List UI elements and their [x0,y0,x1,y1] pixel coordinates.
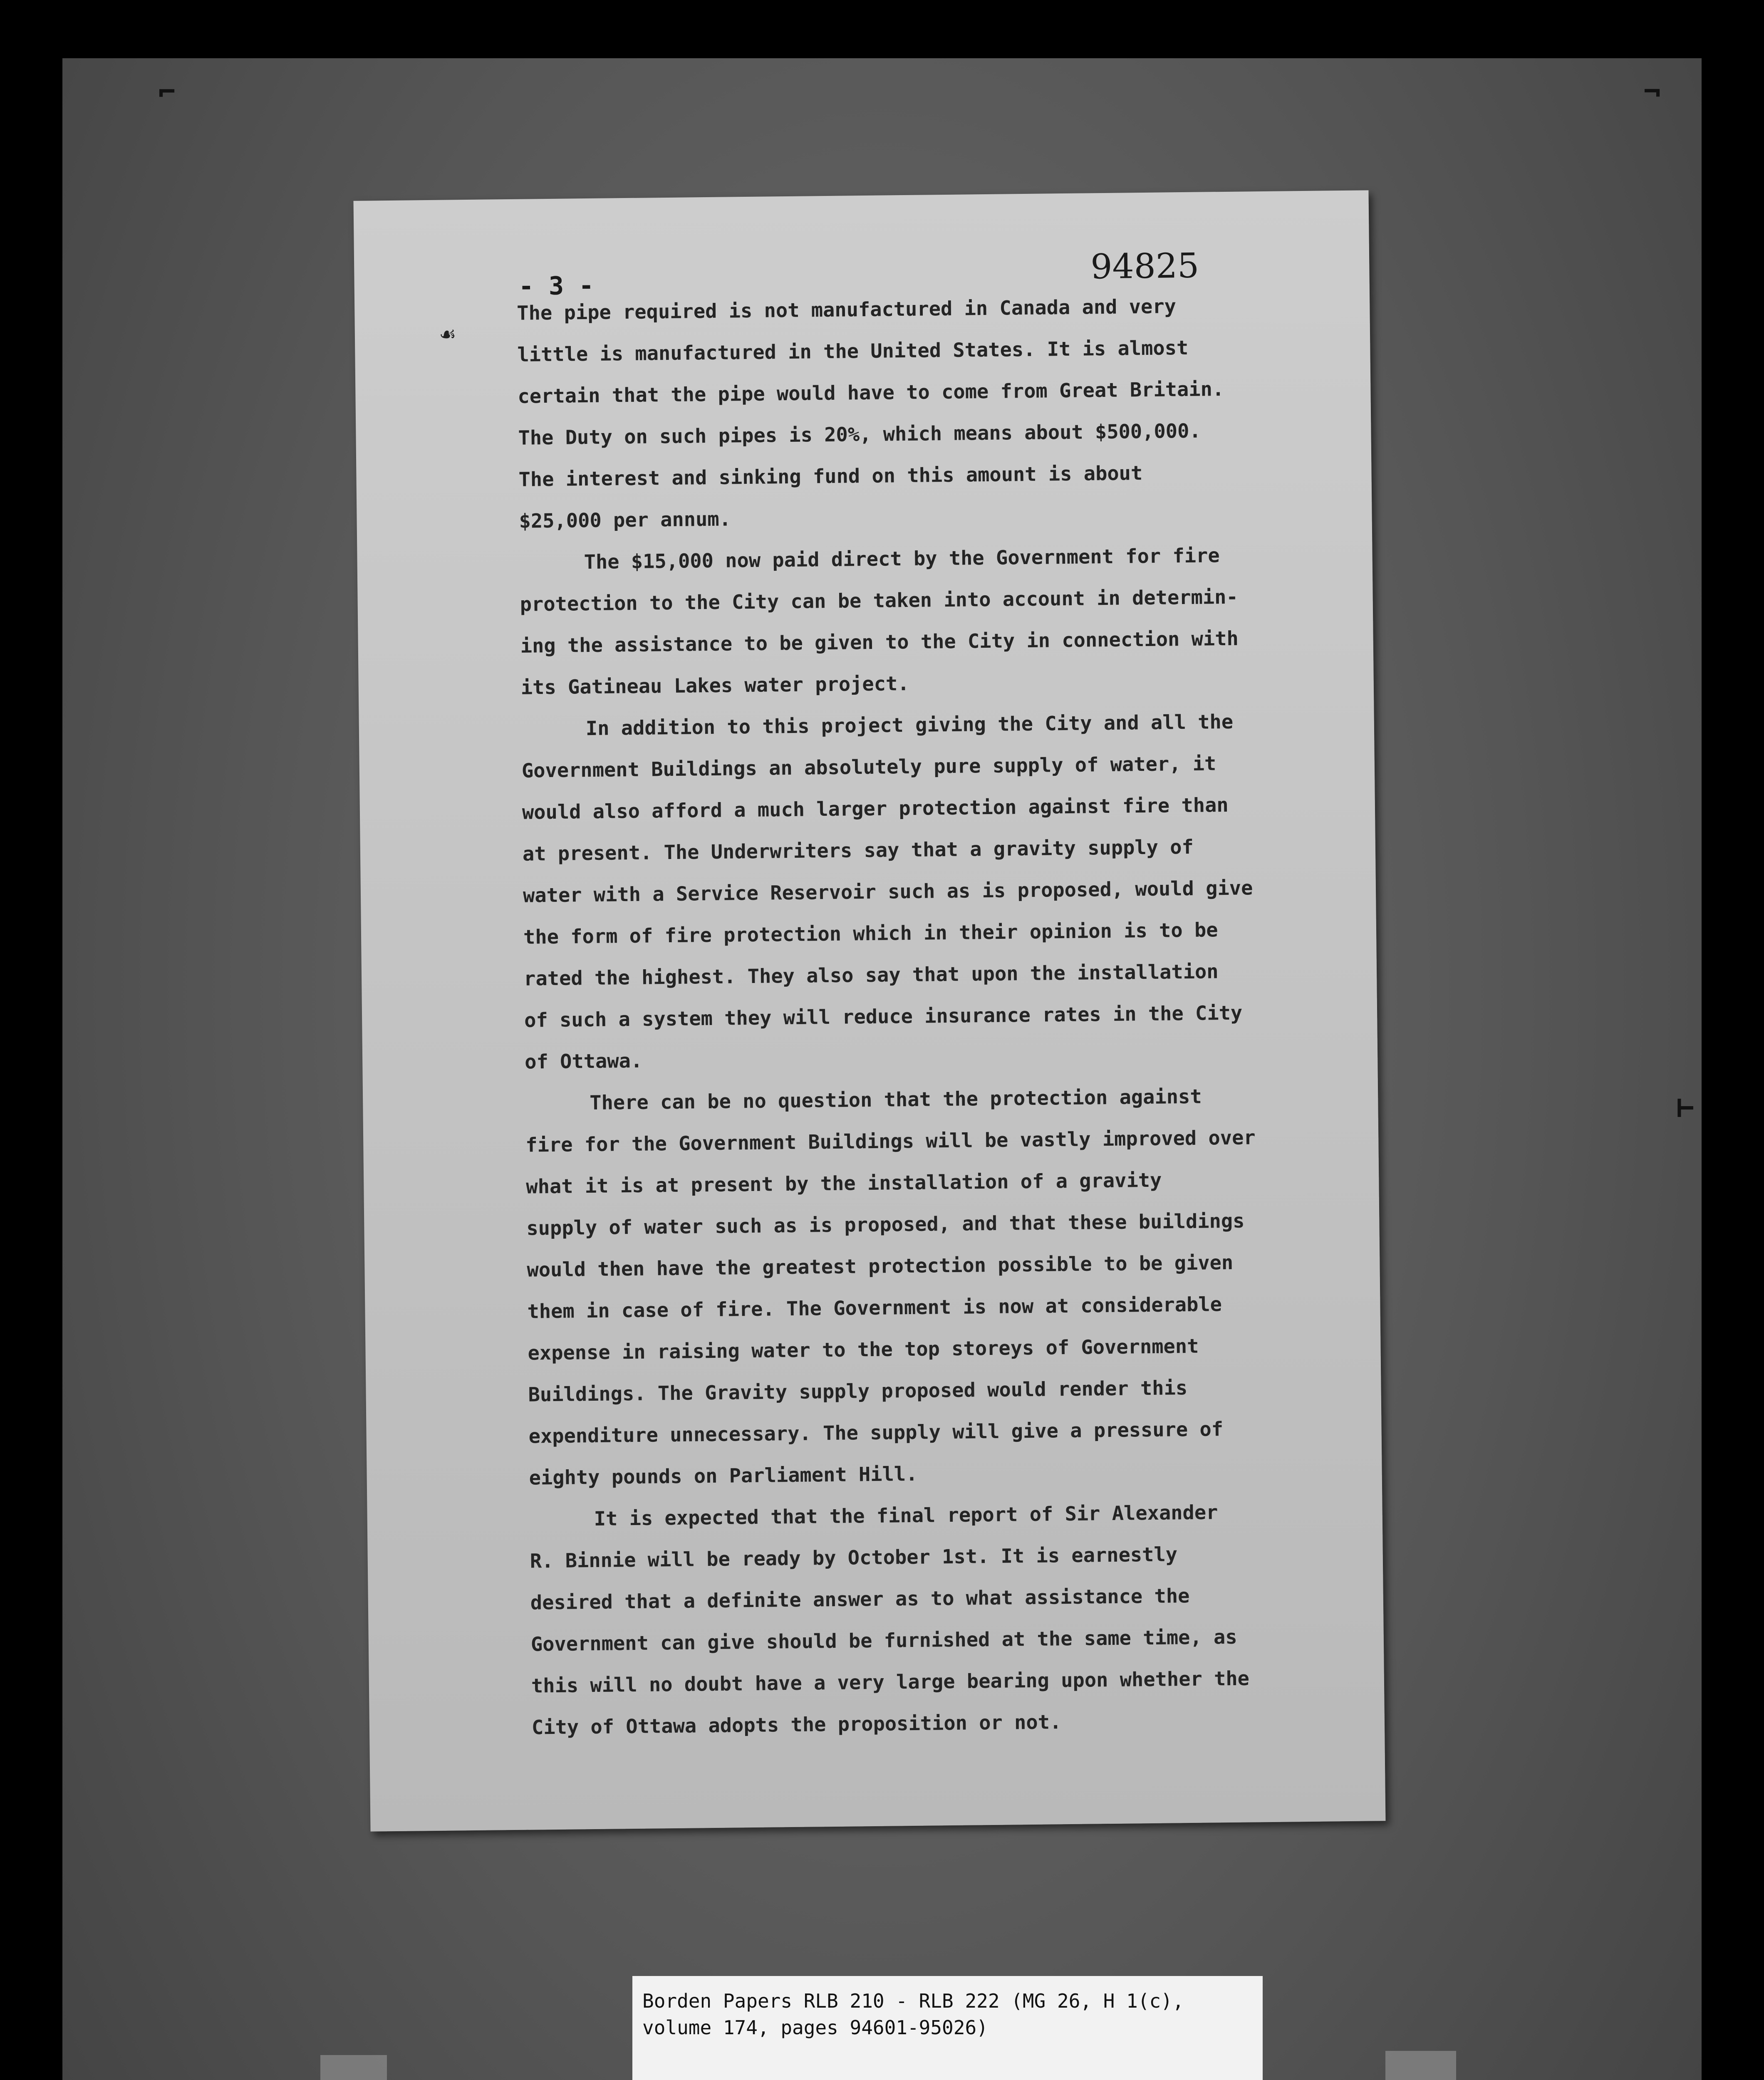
page-marker: - 3 - [518,271,594,301]
text-line: water with a Service Reservoir such as is proposed, would give [523,877,1253,907]
text-line: of Ottawa. [524,1049,643,1074]
text-line: expenditure unnecessary. The supply will give a pressure of [528,1418,1224,1448]
text-line: expense in raising water to the top storeys of Government [528,1335,1199,1365]
text-line: desired that a definite answer as to what assistance the [530,1585,1190,1614]
text-line: rated the highest. They also say that upon the installation [523,960,1219,990]
text-line: It is expected that the final report of Sir Alexander [594,1501,1218,1531]
text-line: In addition to this project giving the City and all the [585,710,1234,740]
tape-strip [320,2055,387,2080]
text-line: certain that the pipe would have to come from Great Britain. [518,377,1224,408]
reference-label [632,1976,1263,2080]
document-body [517,285,1331,1749]
text-line: ing the assistance to be given to the City in connection with [520,627,1239,658]
tape-strip [1385,2051,1456,2080]
paragraph [517,285,1318,542]
text-line: this will no doubt have a very large bearing upon whether the [531,1667,1250,1698]
text-line: $25,000 per annum. [519,508,731,533]
text-line: Government can give should be furnished at the same time, as [530,1625,1237,1656]
text-line: them in case of fire. The Government is now at considerable [527,1293,1222,1323]
text-line: R. Binnie will be ready by October 1st. It is earnestly [530,1543,1178,1573]
text-line: protection to the City can be taken into account in determin- [520,585,1239,616]
text-line: at present. The Underwriters say that a gravity supply of [522,835,1194,866]
ink-mark-icon: ☙ [440,320,456,350]
text-line: Government Buildings an absolutely pure supply of water, it [521,752,1216,782]
page-id-number: 94825 [1090,246,1199,287]
paragraph [529,1491,1330,1749]
crop-mark-icon: ⊢ [1677,1090,1695,1124]
text-line: fire for the Government Buildings will be vastly improved over [525,1126,1256,1157]
text-line: of such a system they will reduce insurance rates in the City [524,1001,1243,1032]
text-line: little is manufactured in the United States. It is almost [517,336,1189,366]
text-line: eighty pounds on Parliament Hill. [529,1462,918,1490]
text-line: There can be no question that the protection against [589,1085,1202,1115]
paragraph [519,534,1320,709]
text-line: would then have the greatest protection possible to be given [527,1251,1234,1282]
text-line: supply of water such as is proposed, and that these buildings [526,1209,1245,1240]
paragraph [521,701,1323,1083]
text-line: would also afford a much larger protection against fire than [522,793,1229,824]
crop-mark-icon: ⌐ [158,75,176,109]
text-line: The $15,000 now paid direct by the Government for fire [584,544,1220,574]
text-line: The pipe required is not manufactured in Canada and very [517,295,1177,325]
paragraph [525,1075,1328,1499]
text-line: The interest and sinking fund on this amount is about [518,462,1143,491]
document-page [354,190,1386,1831]
crop-mark-icon: ¬ [1643,75,1661,109]
reference-line: volume 174, pages 94601-95026) [642,2016,988,2039]
text-line: The Duty on such pipes is 20%, which means about $500,000. [518,419,1201,450]
text-line: City of Ottawa adopts the proposition or not. [531,1711,1062,1739]
reference-line: Borden Papers RLB 210 - RLB 222 (MG 26, H 1(c), [642,1990,1184,2012]
text-line: what it is at present by the installation of a gravity [526,1169,1162,1198]
text-line: its Gatineau Lakes water project. [520,672,909,699]
text-line: Buildings. The Gravity supply proposed would render this [528,1377,1188,1406]
text-line: the form of fire protection which in their opinion is to be [523,919,1218,949]
